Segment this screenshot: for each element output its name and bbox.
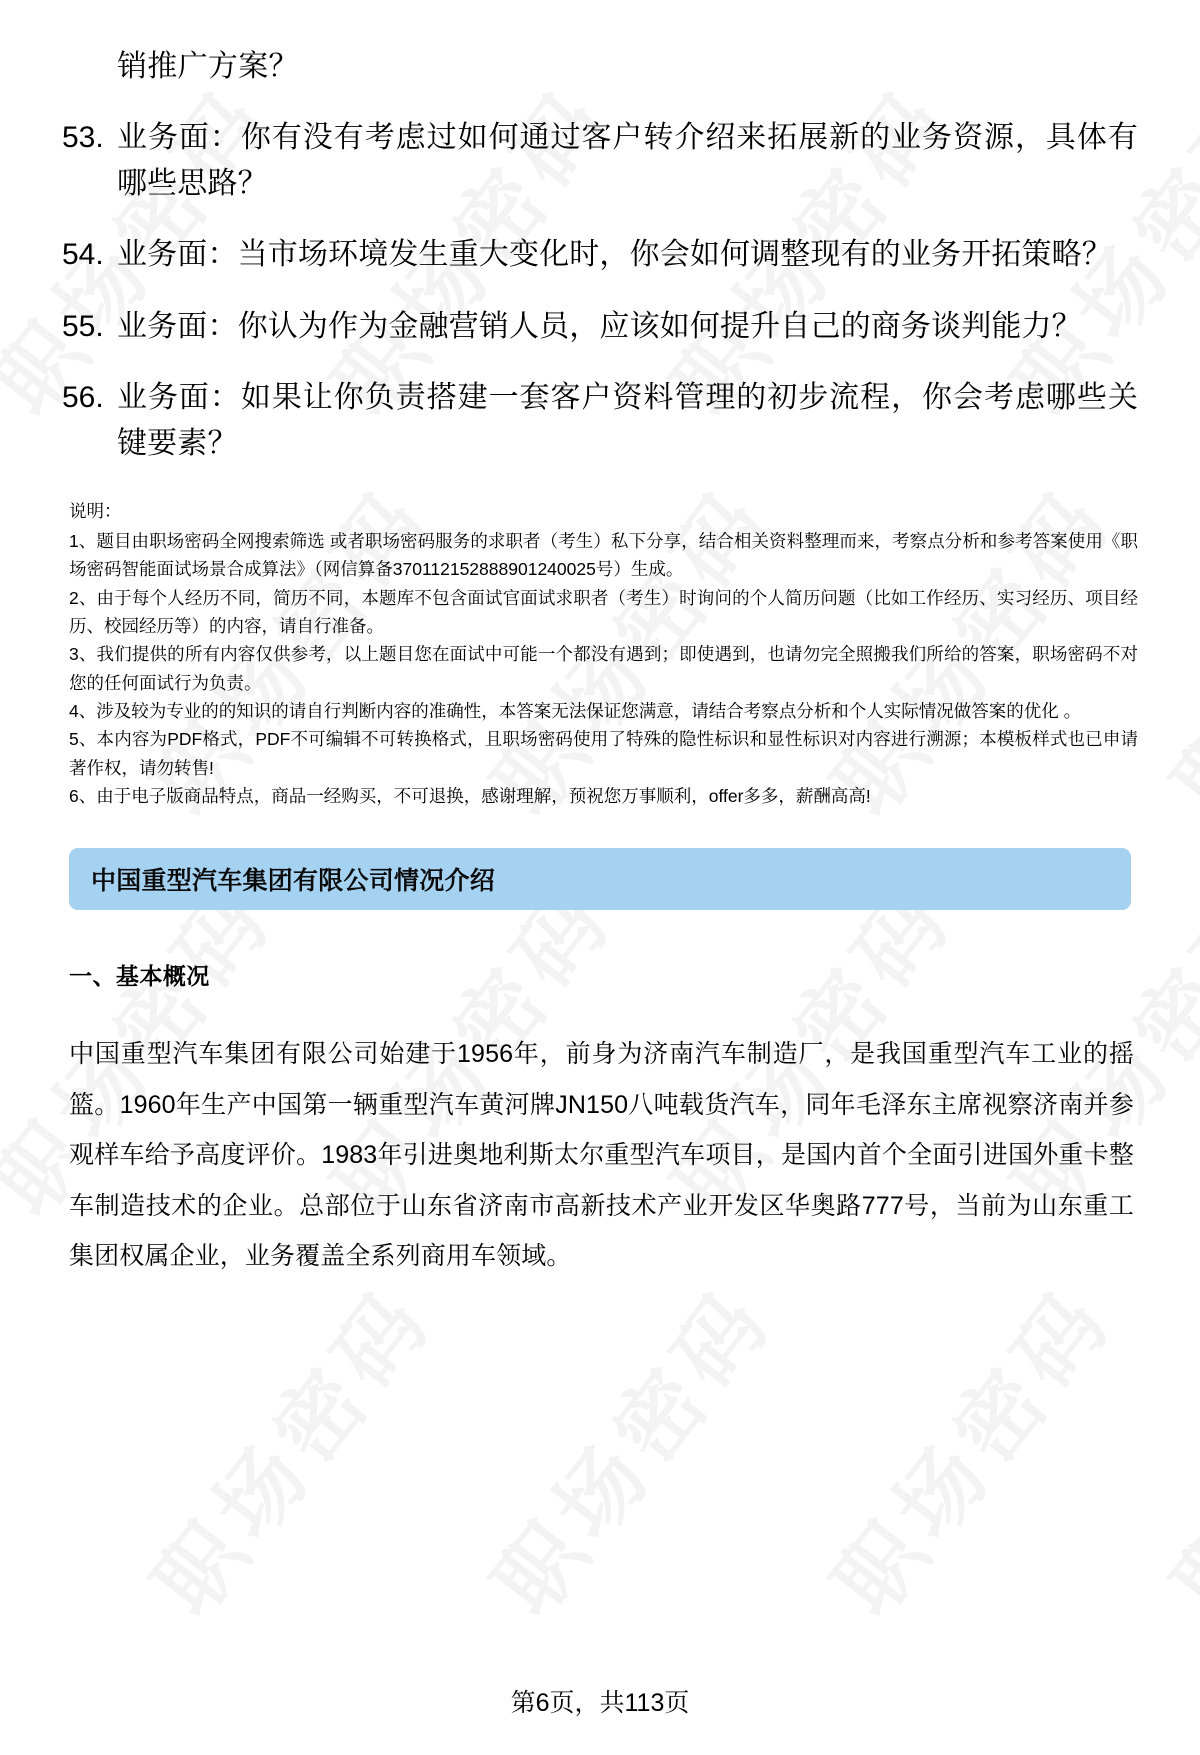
question-number: 55. — [62, 309, 104, 343]
question-text: 业务面：你有没有考虑过如何通过客户转介绍来拓展新的业务资源，具体有哪些思路？ — [117, 121, 1138, 200]
watermark-text — [1140, 1256, 1200, 1636]
notes-heading: 说明： — [69, 500, 122, 521]
question-item — [62, 304, 1138, 350]
continued-question-line: 销推广方案？ — [117, 50, 299, 83]
question-text: 业务面：如果让你负责搭建一套客户资料管理的初步流程，你会考虑哪些关键要素？ — [117, 381, 1138, 460]
question-number: 53. — [62, 121, 104, 154]
note-item-2: 2、由于每个人经历不同，简历不同，本题库不包含面试官面试求职者（考生）时询问的个人简历问题（比如工作经历、实习经历、项目经历、校园经历等）的内容，请自行准备。 — [69, 587, 1138, 636]
question-item — [62, 232, 1138, 278]
company-banner — [69, 848, 1131, 910]
company-banner-title: 中国重型汽车集团有限公司情况介绍 — [91, 867, 496, 896]
section-heading: 一、基本概况 — [69, 963, 210, 990]
note-item-3: 3、我们提供的所有内容仅供参考，以上题目您在面试中可能一个都没有遇到；即使遇到，也请勿完全照搬我们所给的答案，职场密码不对您的任何面试行为负责。 — [69, 644, 1138, 693]
section-paragraph: 中国重型汽车集团有限公司始建于1956年，前身为济南汽车制造厂，是我国重型汽车工业的摇篮。1960年生产中国第一辆重型汽车黄河牌JN150八吨载货汽车，同年毛泽东主席视察济南并参观样车给予高度评价。1983年引进奥地利斯太尔重型汽车项目，是国内首个全面引进国外重卡整车制造技术的企业。总部位于山东省济南市高新技术产业开发区华奥路777号，当前为山东重工集团权属企业，业务覆盖全系列商用车领域。 — [69, 1040, 1134, 1271]
note-item-1: 1、题目由职场密码全网搜索筛选 或者职场密码服务的求职者（考生）私下分享，结合相关资料整理而来，考察点分析和参考答案使用《职场密码智能面试场景合成算法》（网信算备370112152888901240025号）生成。 — [69, 530, 1138, 580]
question-text: 业务面：你认为作为金融营销人员，应该如何提升自己的商务谈判能力？ — [117, 309, 1082, 343]
question-item — [62, 375, 1138, 466]
question-list — [62, 115, 1138, 467]
question-number: 54. — [62, 238, 104, 272]
note-item-4: 4、涉及较为专业的的知识的请自行判断内容的准确性，本答案无法保证您满意，请结合考察点分析和个人实际情况做答案的优化 。 — [69, 700, 1082, 721]
watermark-text — [120, 1256, 455, 1636]
note-item-6: 6、由于电子版商品特点，商品一经购买，不可退换，感谢理解，预祝您万事顺利，offer多多，薪酬高高! — [69, 786, 871, 806]
page-footer: 第6页，共113页 — [510, 1689, 690, 1717]
note-item-5: 5、本内容为PDF格式，PDF不可编辑不可转换格式，且职场密码使用了特殊的隐性标识和显性标识对内容进行溯源；本模板样式也已申请著作权，请勿转售! — [69, 729, 1138, 778]
question-text: 业务面：当市场环境发生重大变化时，你会如何调整现有的业务开拓策略？ — [117, 238, 1112, 272]
watermark-text — [460, 1256, 795, 1636]
notes-block — [62, 497, 1138, 811]
watermark-text — [800, 1256, 1135, 1636]
question-number: 56. — [62, 381, 104, 415]
question-item — [62, 115, 1138, 206]
